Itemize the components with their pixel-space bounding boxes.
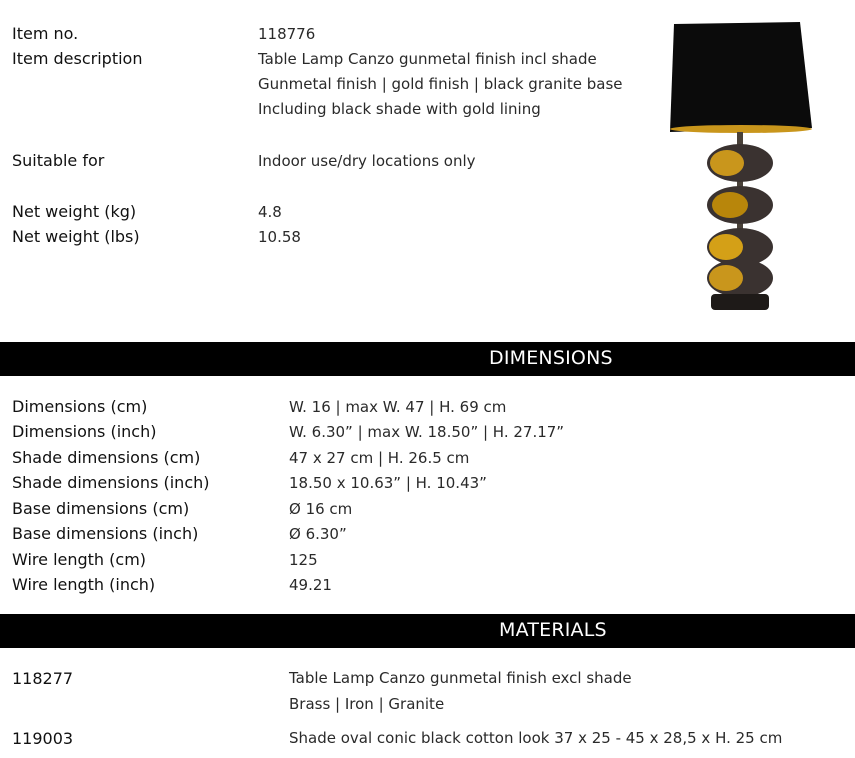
item-description-line-2: Gunmetal finish | gold finish | black granite base — [258, 75, 623, 93]
lamp-discs — [707, 144, 773, 297]
item-no-value: 118776 — [258, 25, 316, 43]
material-code-119003: 119003 — [12, 729, 74, 748]
shade-dimensions-cm-value: 47 x 27 cm | H. 26.5 cm — [289, 449, 470, 467]
wire-length-cm-label: Wire length (cm) — [12, 550, 147, 569]
net-weight-kg-value: 4.8 — [258, 203, 282, 221]
base-dimensions-cm-value: Ø 16 cm — [289, 500, 353, 518]
dimensions-title: DIMENSIONS — [489, 347, 613, 369]
table-lamp-image — [660, 18, 820, 328]
wire-length-inch-value: 49.21 — [289, 576, 332, 594]
net-weight-lbs-label: Net weight (lbs) — [12, 227, 140, 246]
base-dimensions-inch-label: Base dimensions (inch) — [12, 524, 199, 543]
net-weight-kg-label: Net weight (kg) — [12, 202, 137, 221]
material-desc-118277-line-1: Table Lamp Canzo gunmetal finish excl shade — [289, 669, 632, 687]
shade-dimensions-inch-value: 18.50 x 10.63” | H. 10.43” — [289, 474, 487, 492]
material-desc-118277-line-2: Brass | Iron | Granite — [289, 695, 445, 713]
material-code-118277: 118277 — [12, 669, 74, 688]
shade-dimensions-cm-label: Shade dimensions (cm) — [12, 448, 201, 467]
base-dimensions-inch-value: Ø 6.30” — [289, 525, 347, 543]
dimensions-inch-label: Dimensions (inch) — [12, 422, 157, 441]
shade-dimensions-inch-label: Shade dimensions (inch) — [12, 473, 210, 492]
item-no-label: Item no. — [12, 24, 79, 43]
dimensions-cm-label: Dimensions (cm) — [12, 397, 148, 416]
item-description-line-1: Table Lamp Canzo gunmetal finish incl shade — [258, 50, 597, 68]
suitable-for-label: Suitable for — [12, 151, 105, 170]
wire-length-inch-label: Wire length (inch) — [12, 575, 156, 594]
materials-header-bar — [0, 614, 855, 648]
materials-title: MATERIALS — [499, 619, 607, 641]
wire-length-cm-value: 125 — [289, 551, 318, 569]
dimensions-cm-value: W. 16 | max W. 47 | H. 69 cm — [289, 398, 507, 416]
dimensions-header-bar — [0, 342, 855, 376]
table-lamp-illustration — [660, 18, 820, 328]
base-dimensions-cm-label: Base dimensions (cm) — [12, 499, 190, 518]
shade-gold-lining — [670, 125, 812, 133]
dimensions-inch-value: W. 6.30” | max W. 18.50” | H. 27.17” — [289, 423, 565, 441]
lamp-shade — [670, 22, 812, 132]
lamp-base — [711, 294, 769, 310]
suitable-for-value: Indoor use/dry locations only — [258, 152, 476, 170]
item-description-label: Item description — [12, 49, 143, 68]
item-description-line-3: Including black shade with gold lining — [258, 100, 541, 118]
material-desc-119003-line-1: Shade oval conic black cotton look 37 x 25 - 45 x 28,5 x H. 25 cm — [289, 729, 783, 747]
net-weight-lbs-value: 10.58 — [258, 228, 301, 246]
